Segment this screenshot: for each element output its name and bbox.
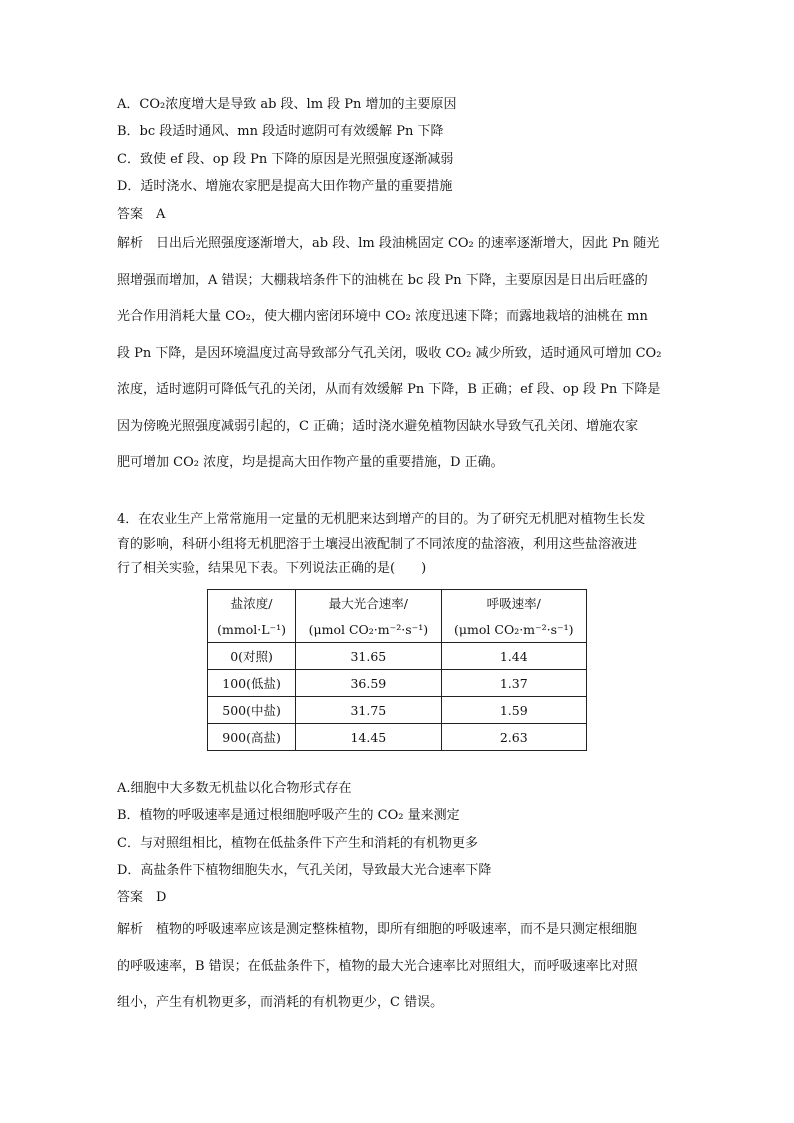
table-cell: 1.37 [441, 670, 586, 697]
analysis-q4 [117, 912, 679, 1022]
option-a-q3: A．CO₂浓度增大是导致 ab 段、lm 段 Pn 增加的主要原因 [117, 97, 457, 112]
table-cell: 1.44 [441, 643, 586, 670]
analysis-q3-line: 因为傍晚光照强度减弱引起的，C 正确；适时浇水避免植物因缺水导致气孔关闭、增施农家 [117, 418, 639, 434]
table-row [208, 724, 587, 751]
table-cell: 31.65 [296, 643, 441, 670]
table-header-unit: (mmol·L⁻¹) [208, 616, 296, 643]
table-cell: 900(高盐) [208, 724, 296, 751]
results-table [207, 589, 587, 751]
analysis-q3-line: 照增强而增加，A 错误；大棚栽培条件下的油桃在 bc 段 Pn 下降，主要原因是日出后旺盛的 [117, 272, 648, 288]
question-4-line: 4．在农业生产上常常施用一定量的无机肥来达到增产的目的。为了研究无机肥对植物生长发 [117, 512, 646, 527]
question-4-line: 育的影响，科研小组将无机肥溶于土壤浸出液配制了不同浓度的盐溶液，利用这些盐溶液进 [117, 536, 638, 552]
table-header-cell: 盐浓度/ [208, 590, 296, 617]
analysis-q3-line: 浓度，适时遮阴可降低气孔的关闭，从而有效缓解 Pn 下降，B 正确；ef 段、op 段 Pn 下降是 [117, 382, 661, 397]
analysis-q3-line: 肥可增加 CO₂ 浓度，均是提高大田作物产量的重要措施，D 正确。 [117, 455, 504, 470]
table-header-cell: 呼吸速率/ [441, 590, 586, 617]
analysis-q4-line: 的呼吸速率，B 错误；在低盐条件下，植物的最大光合速率比对照组大，而呼吸速率比对照 [117, 958, 638, 974]
analysis-q3 [117, 226, 679, 482]
option-d-q3: D．适时浇水、增施农家肥是提高大田作物产量的重要措施 [117, 179, 453, 194]
option-c-q3: C．致使 ef 段、op 段 Pn 下降的原因是光照强度逐渐减弱 [117, 152, 454, 167]
table-cell: 1.59 [441, 697, 586, 724]
option-d-q4: D．高盐条件下植物细胞失水，气孔关闭，导致最大光合速率下降 [117, 863, 492, 878]
table-row [208, 643, 587, 670]
option-a-q4: A.细胞中大多数无机盐以化合物形式存在 [117, 781, 352, 796]
analysis-q4-line: 解析 植物的呼吸速率应该是测定整株植物，即所有细胞的呼吸速率，而不是只测定根细胞 [117, 922, 638, 937]
table-header-unit: (μmol CO₂·m⁻²·s⁻¹) [441, 616, 586, 643]
table-cell: 0(对照) [208, 643, 296, 670]
table-cell: 2.63 [441, 724, 586, 751]
analysis-q3-line: 段 Pn 下降，是因环境温度过高导致部分气孔关闭，吸收 CO₂ 减少所致，适时通风可增加 CO₂ [117, 345, 662, 361]
table-cell: 14.45 [296, 724, 441, 751]
option-b-q4: B．植物的呼吸速率是通过根细胞呼吸产生的 CO₂ 量来测定 [117, 808, 460, 823]
option-c-q4: C．与对照组相比，植物在低盐条件下产生和消耗的有机物更多 [117, 836, 478, 851]
answer-q3: 答案 A [117, 207, 166, 222]
table-row [208, 697, 587, 724]
table-header-unit: (μmol CO₂·m⁻²·s⁻¹) [296, 616, 441, 643]
answer-q4: 答案 D [117, 890, 167, 905]
analysis-q3-line: 光合作用消耗大量 CO₂，使大棚内密闭环境中 CO₂ 浓度迅速下降；而露地栽培的油桃在 mn [117, 309, 648, 324]
table-cell: 100(低盐) [208, 670, 296, 697]
table-cell: 36.59 [296, 670, 441, 697]
question-4-line: 行了相关实验，结果见下表。下列说法正确的是( ) [117, 561, 427, 576]
table-cell: 31.75 [296, 697, 441, 724]
question-4 [117, 508, 679, 582]
table-row [208, 670, 587, 697]
analysis-q3-line: 解析 日出后光照强度逐渐增大，ab 段、lm 段油桃固定 CO₂ 的速率逐渐增大，因此 Pn 随光 [117, 236, 660, 251]
table-cell: 500(中盐) [208, 697, 296, 724]
table-header-cell: 最大光合速率/ [296, 590, 441, 617]
option-b-q3: B．bc 段适时通风、mn 段适时遮阴可有效缓解 Pn 下降 [117, 124, 444, 139]
analysis-q4-line: 组小，产生有机物更多，而消耗的有机物更少，C 错误。 [117, 995, 444, 1010]
